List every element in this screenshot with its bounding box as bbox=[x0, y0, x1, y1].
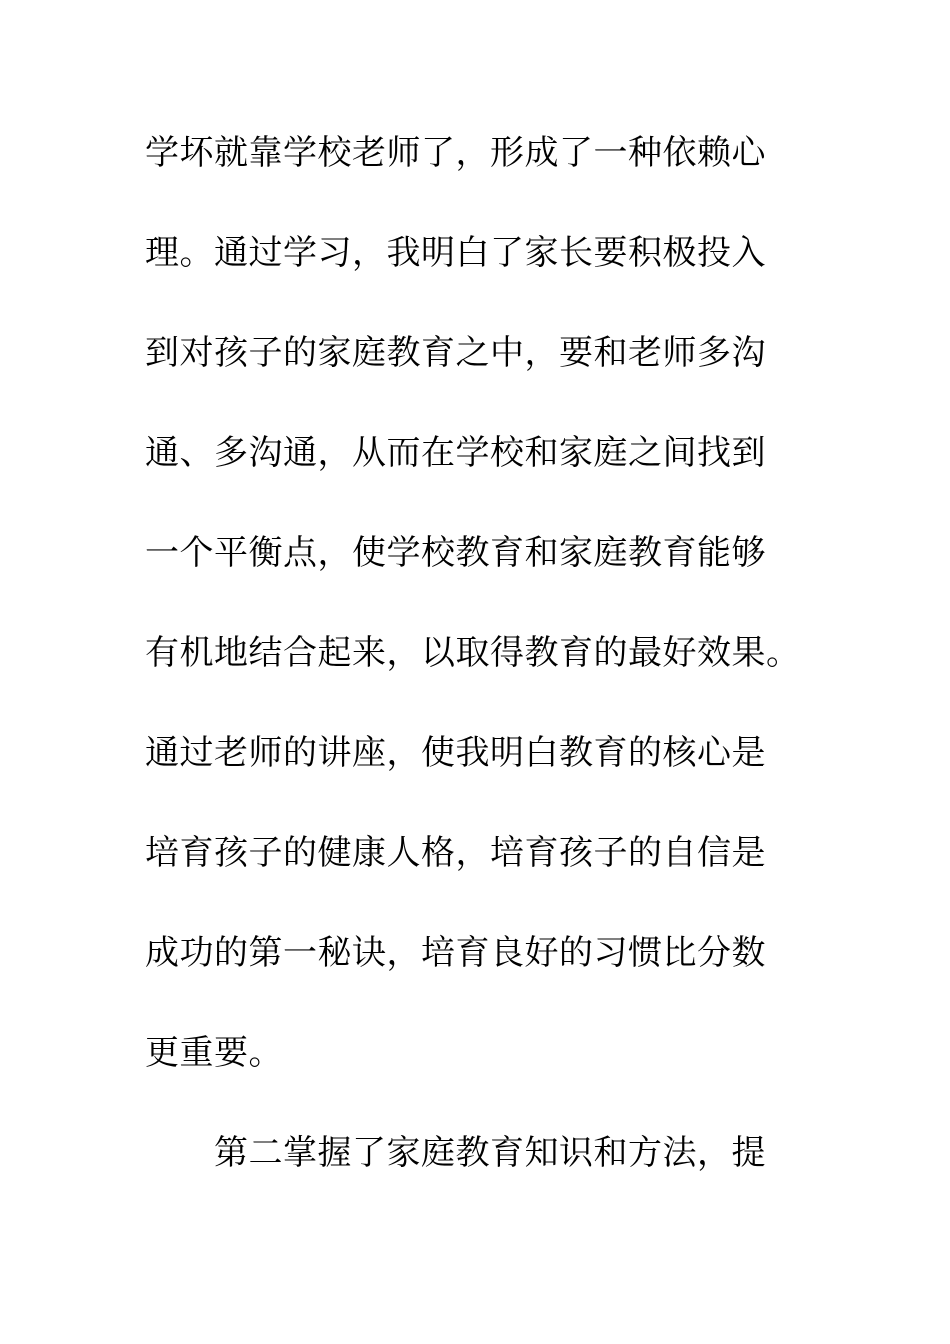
text-line: 学坏就靠学校老师了，形成了一种依赖心 bbox=[145, 133, 766, 173]
text-line: 第二掌握了家庭教育知识和方法，提 bbox=[214, 1133, 766, 1173]
text-line: 有机地结合起来，以取得教育的最好效果。 bbox=[145, 633, 801, 673]
text-line: 更重要。 bbox=[145, 1033, 283, 1073]
document-body bbox=[145, 128, 865, 1228]
paragraph-1 bbox=[145, 128, 865, 1128]
text-line: 通、多沟通，从而在学校和家庭之间找到 bbox=[145, 433, 766, 473]
text-line: 培育孩子的健康人格，培育孩子的自信是 bbox=[145, 833, 766, 873]
text-line: 成功的第一秘诀，培育良好的习惯比分数 bbox=[145, 933, 766, 973]
text-line: 到对孩子的家庭教育之中，要和老师多沟 bbox=[145, 333, 766, 373]
text-line: 通过老师的讲座，使我明白教育的核心是 bbox=[145, 733, 766, 773]
text-line: 一个平衡点，使学校教育和家庭教育能够 bbox=[145, 533, 766, 573]
text-line: 理。通过学习，我明白了家长要积极投入 bbox=[145, 233, 766, 273]
paragraph-2 bbox=[145, 1128, 865, 1228]
